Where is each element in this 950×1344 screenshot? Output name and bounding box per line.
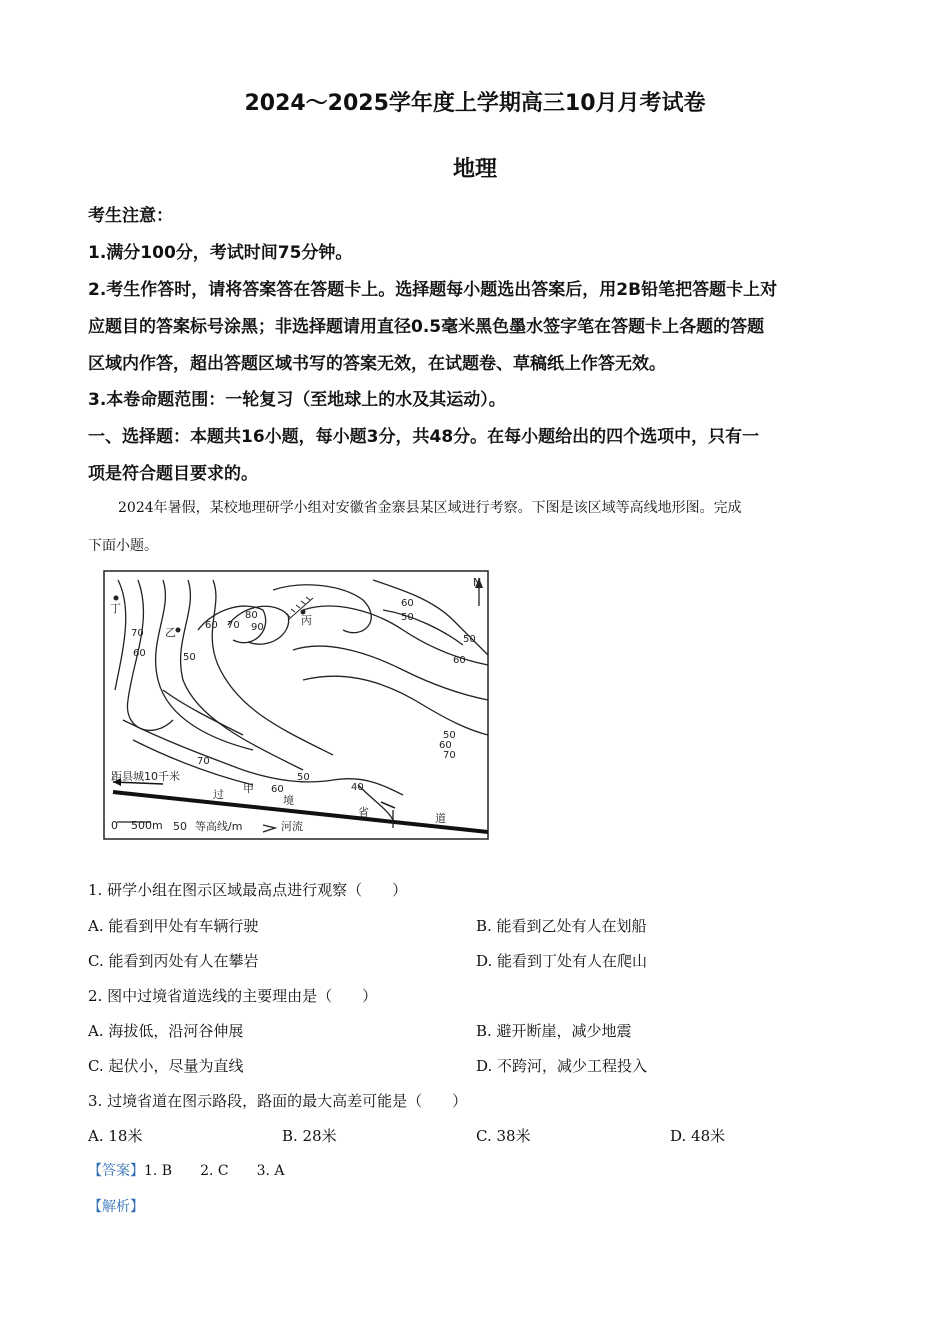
- label-road-5: 道: [435, 812, 446, 825]
- contour-label: 70: [131, 628, 144, 639]
- label-zero: 0: [111, 819, 118, 832]
- label-road-2: 甲: [243, 782, 254, 795]
- question-2-option-a[interactable]: A. 海拔低，沿河谷伸展: [88, 1022, 244, 1040]
- question-3-option-c[interactable]: C. 38米: [476, 1127, 531, 1145]
- contour-label: 60: [271, 784, 284, 795]
- section-heading-cont: 项是符合题目要求的。: [88, 464, 258, 484]
- label-bing: 丙: [301, 614, 312, 627]
- point-yi-marker: [176, 628, 181, 633]
- point-ding-marker: [114, 596, 119, 601]
- contour-label: 50: [297, 772, 310, 783]
- contour-map-figure: [103, 570, 489, 840]
- notice-item: 3.本卷命题范围：一轮复习（至地球上的水及其运动）。: [88, 390, 506, 410]
- label-scale: 500m: [131, 819, 163, 832]
- contour-label: 50: [401, 612, 414, 623]
- contour-label: 60: [205, 620, 218, 631]
- answer-line: [88, 1160, 285, 1180]
- contour-label: 50: [183, 652, 196, 663]
- question-1-stem: 1. 研学小组在图示区域最高点进行观察（ ）: [88, 881, 408, 899]
- question-1-option-a[interactable]: A. 能看到甲处有车辆行驶: [88, 917, 259, 935]
- notice-item: 2.考生作答时，请将答案答在答题卡上。选择题每小题选出答案后，用2B铅笔把答题卡上对: [88, 280, 778, 300]
- question-1-option-d[interactable]: D. 能看到丁处有人在爬山: [476, 952, 648, 970]
- notice-item: 应题目的答案标号涂黑；非选择题请用直径0.5毫米黑色墨水签字笔在答题卡上各题的答题: [88, 317, 765, 337]
- contour-label: 60: [439, 740, 452, 751]
- label-road-1: 过: [213, 788, 224, 801]
- contour-label: 50: [463, 634, 476, 645]
- question-2-stem: 2. 图中过境省道选线的主要理由是（ ）: [88, 987, 378, 1005]
- question-3-option-b[interactable]: B. 28米: [282, 1127, 337, 1145]
- contour-label: 50: [443, 730, 456, 741]
- passage-intro-cont: 下面小题。: [88, 538, 158, 554]
- label-legend-contour-text: 等高线/m: [195, 820, 243, 833]
- contour-label: 60: [453, 655, 466, 666]
- contour-label: 60: [133, 648, 146, 659]
- label-north: N: [473, 576, 482, 589]
- question-3-option-d[interactable]: D. 48米: [670, 1127, 726, 1145]
- contour-label: 70: [197, 756, 210, 767]
- contour-label: 90: [251, 622, 264, 633]
- label-legend-river: 河流: [281, 820, 303, 833]
- contour-label: 80: [245, 610, 258, 621]
- label-distance: 距县城10千米: [111, 770, 180, 783]
- question-1-option-b[interactable]: B. 能看到乙处有人在划船: [476, 917, 647, 935]
- contour-label: 40: [351, 782, 364, 793]
- question-2-option-b[interactable]: B. 避开断崖，减少地震: [476, 1022, 632, 1040]
- contour-label: 60: [401, 598, 414, 609]
- contour-label: 70: [443, 750, 456, 761]
- label-ding: 丁: [110, 602, 121, 615]
- label-yi: 乙: [165, 626, 176, 639]
- label-road-3: 境: [283, 794, 294, 807]
- contour-map: [103, 570, 489, 840]
- answer-value: 1. B 2. C 3. A: [144, 1163, 285, 1179]
- question-1-option-c[interactable]: C. 能看到丙处有人在攀岩: [88, 952, 259, 970]
- subject-title: 地理: [452, 157, 497, 182]
- notice-item: 区域内作答，超出答题区域书写的答案无效，在试题卷、草稿纸上作答无效。: [88, 354, 666, 374]
- section-heading: 一、选择题：本题共16小题，每小题3分，共48分。在每小题给出的四个选项中，只有一: [88, 427, 760, 447]
- notice-item: 1.满分100分，考试时间75分钟。: [88, 243, 353, 263]
- passage-intro: 2024年暑假，某校地理研学小组对安徽省金寨县某区域进行考察。下图是该区域等高线地形图。完成: [118, 500, 742, 516]
- notice-heading: 考生注意：: [88, 206, 173, 226]
- question-2-option-d[interactable]: D. 不跨河，减少工程投入: [476, 1057, 648, 1075]
- question-2-option-c[interactable]: C. 起伏小，尽量为直线: [88, 1057, 244, 1075]
- analysis-label: 【解析】: [88, 1199, 144, 1215]
- exam-title: 2024～2025学年度上学期高三10月月考试卷: [244, 91, 706, 116]
- label-road-4: 省: [358, 806, 369, 819]
- contour-label: 70: [227, 620, 240, 631]
- question-3-stem: 3. 过境省道在图示路段，路面的最大高差可能是（ ）: [88, 1092, 468, 1110]
- label-legend-contour: 50: [173, 820, 187, 833]
- answer-label: 【答案】: [88, 1163, 144, 1179]
- question-3-option-a[interactable]: A. 18米: [88, 1127, 143, 1145]
- analysis-line: [88, 1196, 144, 1216]
